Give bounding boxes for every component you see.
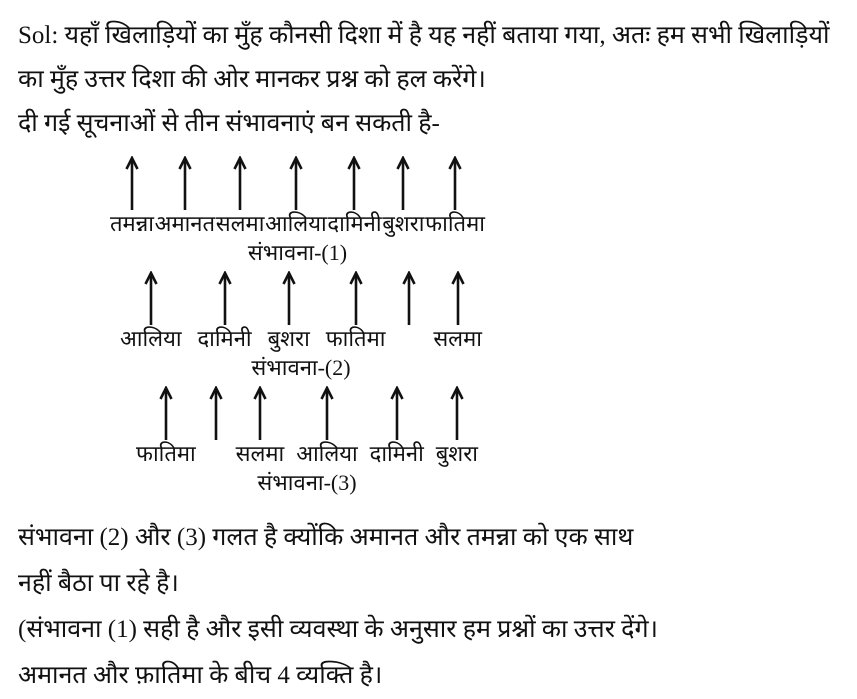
up-arrow-icon — [348, 271, 364, 325]
up-arrow-icon — [177, 156, 193, 210]
player-name: सलमा — [215, 211, 265, 236]
player-name: सलमा — [235, 441, 285, 466]
player-cell — [216, 156, 265, 237]
intro-line-2: का मुँह उत्तर दिशा की ओर मानकर प्रश्न को हल करेंगे। — [18, 66, 486, 93]
up-arrow-icon — [158, 386, 174, 440]
player-cell — [136, 386, 196, 467]
player-cell — [197, 271, 251, 352]
possibility-3-caption: संभावना-(3) — [257, 470, 357, 495]
empty-player-cell — [401, 271, 417, 352]
player-name: अमानत — [154, 211, 216, 236]
player-name: सलमा — [433, 326, 482, 351]
possibility-1-caption: संभावना-(1) — [247, 240, 348, 265]
up-arrow-icon — [447, 156, 463, 210]
player-cell — [110, 156, 154, 237]
player-cell — [382, 156, 424, 237]
up-arrow-icon — [232, 156, 248, 210]
up-arrow-icon — [288, 156, 304, 210]
player-cell — [425, 156, 485, 237]
player-cell — [326, 271, 386, 352]
player-cell — [327, 156, 381, 237]
intro-line-1: Sol: यहाँ खिलाड़ियों का मुँह कौनसी दिशा में है यह नहीं बताया गया, अतः हम सभी खिलाड़ियों — [18, 22, 830, 49]
player-name: बुशरा — [267, 326, 310, 351]
player-name: तमन्ना — [110, 211, 154, 236]
up-arrow-icon — [401, 271, 417, 325]
player-cell — [268, 271, 310, 352]
player-cell — [436, 386, 478, 467]
player-name: फातिमा — [325, 326, 386, 351]
up-arrow-icon — [124, 156, 140, 210]
possibility-2-caption: संभावना-(2) — [251, 355, 351, 380]
player-cell — [370, 386, 424, 467]
up-arrow-icon — [319, 386, 335, 440]
up-arrow-icon — [217, 271, 233, 325]
player-name: फातिमा — [136, 441, 196, 466]
player-name: दामिनी — [197, 326, 252, 351]
conclusion-line-1: संभावना (2) और (3) गलत है क्योंकि अमानत और तमन्ना को एक साथ — [18, 524, 634, 551]
player-name: आलिया — [265, 211, 327, 236]
player-cell — [236, 386, 285, 467]
conclusion-line-3: (संभावना (1) सही है और इसी व्यवस्था के अनुसार हम प्रश्नों का उत्तर देंगे। — [18, 616, 659, 643]
player-cell — [265, 156, 327, 237]
up-arrow-icon — [208, 386, 224, 440]
player-name: फातिमा — [425, 211, 485, 236]
up-arrow-icon — [346, 156, 362, 210]
conclusion-line-4: अमानत और फ़ातिमा के बीच 4 व्यक्ति है। — [18, 662, 383, 689]
possibility-3 — [136, 386, 478, 497]
player-name: बुशरा — [382, 211, 425, 236]
player-cell — [155, 156, 215, 237]
up-arrow-icon — [252, 386, 268, 440]
possibility-1-row — [110, 156, 485, 237]
player-name: आलिया — [120, 326, 182, 351]
player-cell — [296, 386, 358, 467]
player-name: आलिया — [296, 441, 358, 466]
intro-line-3: दी गई सूचनाओं से तीन संभावनाएं बन सकती है- — [18, 110, 440, 137]
conclusion-line-2: नहीं बैठा पा रहे है। — [18, 570, 179, 597]
possibility-2 — [120, 271, 482, 382]
up-arrow-icon — [281, 271, 297, 325]
possibility-3-row — [136, 386, 478, 467]
player-cell — [433, 271, 482, 352]
player-name: दामिनी — [327, 211, 382, 236]
up-arrow-icon — [395, 156, 411, 210]
possibility-2-row — [120, 271, 482, 352]
empty-player-cell — [208, 386, 224, 467]
conclusion-block — [0, 515, 857, 699]
up-arrow-icon — [389, 386, 405, 440]
player-name: बुशरा — [435, 441, 478, 466]
up-arrow-icon — [450, 271, 466, 325]
possibility-1 — [110, 156, 485, 267]
player-name: दामिनी — [369, 441, 424, 466]
up-arrow-icon — [143, 271, 159, 325]
player-cell — [120, 271, 182, 352]
possibility-diagrams — [0, 156, 857, 497]
up-arrow-icon — [449, 386, 465, 440]
